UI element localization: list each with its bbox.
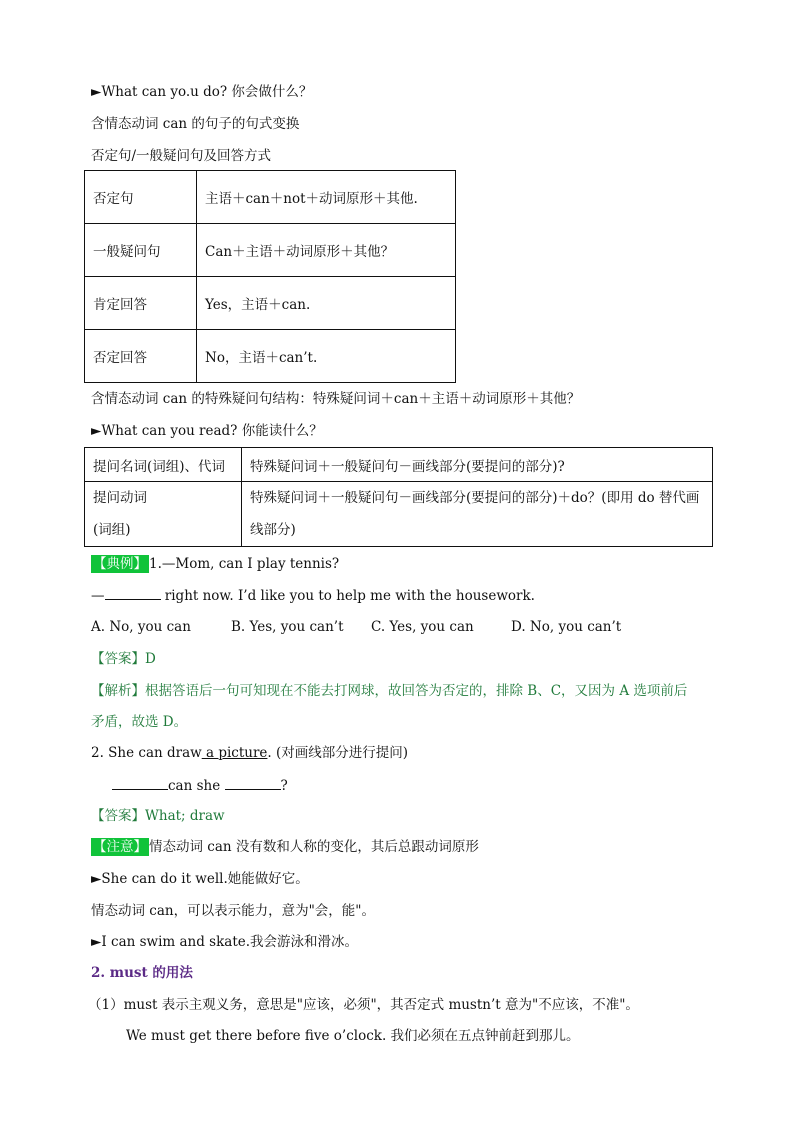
- must-example-1: We must get there before five o’clock. 我们必须在五点钟前赶到那儿。: [126, 1028, 580, 1044]
- table-cell-label: [85, 482, 242, 547]
- table-cell-value: 主语＋can＋not＋动词原形＋其他.: [197, 171, 456, 224]
- question-1-text: 1.—Mom, can I play tennis?: [149, 556, 340, 572]
- table-cell-value: Yes，主语＋can.: [197, 277, 456, 330]
- table-cell-value: No，主语＋can’t.: [197, 330, 456, 383]
- label-line-a: 提问动词: [93, 490, 147, 506]
- blank-2: [225, 775, 281, 790]
- table-cell-label: 一般疑问句: [85, 224, 197, 277]
- line-special-question: 含情态动词 can 的特殊疑问句结构：特殊疑问词＋can＋主语＋动词原形＋其他？: [91, 391, 581, 407]
- question-2-mid: can she: [168, 778, 221, 794]
- table-cell-label: 否定回答: [85, 330, 197, 383]
- note-example-1: ►She can do it well.她能做好它。: [91, 871, 309, 887]
- answer-1: 【答案】D: [91, 651, 156, 667]
- line-what-can-you-read: ►What can you read? 你能读什么？: [91, 423, 323, 439]
- question-2: [91, 743, 408, 763]
- answer-blank: [105, 585, 161, 600]
- blank-1: [112, 775, 168, 790]
- option-b: B. Yes, you can’t: [231, 619, 344, 635]
- table-row: [85, 482, 713, 547]
- table-row: [85, 171, 456, 224]
- table-cell-value: Can＋主语＋动词原形＋其他？: [197, 224, 456, 277]
- question-1-rest: right now. I’d like you to help me with the housework.: [160, 588, 535, 604]
- table-row: [85, 448, 713, 482]
- value-line-a: 特殊疑问词＋一般疑问句－画线部分(要提问的部分)＋do？(即用 do 替代画: [250, 490, 700, 506]
- question-2-pre: 2. She can draw: [91, 745, 202, 761]
- table-row: [85, 277, 456, 330]
- note-tag: 【注意】: [93, 839, 147, 855]
- options-line: [91, 617, 621, 637]
- must-heading: 2. must 的用法: [91, 965, 193, 981]
- line-negative-question: 否定句/一般疑问句及回答方式: [91, 148, 272, 164]
- example-answer-line: [91, 585, 535, 606]
- table-cell-value: 特殊疑问词＋一般疑问句－画线部分(要提问的部分)?: [242, 448, 713, 482]
- option-c: C. Yes, you can: [371, 619, 474, 635]
- table-row: [85, 330, 456, 383]
- table-cell-label: 否定句: [85, 171, 197, 224]
- note-line: [91, 837, 479, 857]
- analysis-text-1: 根据答语后一句可知现在不能去打网球，故回答为否定的，排除 B、C，又因为 A 选项前后: [145, 683, 688, 699]
- question-2-post: . (对画线部分进行提问): [267, 745, 409, 761]
- table-cell-label: 肯定回答: [85, 277, 197, 330]
- analysis-line-1: [91, 681, 687, 701]
- question-2-underlined: a picture: [201, 745, 268, 761]
- must-paragraph-1: （1）must 表示主观义务，意思是"应该，必须"，其否定式 mustn’t 意为"不应该，不准"。: [88, 997, 639, 1013]
- analysis-line-2: 矛盾，故选 D。: [91, 714, 188, 730]
- special-question-table: [84, 447, 713, 547]
- example-question-1: [91, 554, 339, 574]
- note-line-2: 情态动词 can，可以表示能力，意为"会，能"。: [91, 903, 376, 919]
- example-tag: 【典例】: [93, 556, 147, 572]
- option-d: D. No, you can’t: [511, 619, 622, 635]
- answer-2: 【答案】What; draw: [91, 808, 225, 824]
- note-example-2: ►I can swim and skate.我会游泳和滑冰。: [91, 934, 359, 950]
- table-row: [85, 224, 456, 277]
- analysis-tag: 【解析】: [91, 683, 145, 699]
- table-cell-value: [242, 482, 713, 547]
- line-what-can-you-do: ►What can yo.u do? 你会做什么？: [91, 84, 313, 100]
- question-2-blanks: [112, 775, 288, 796]
- line-sentence-transform: 含情态动词 can 的句子的句式变换: [91, 116, 300, 132]
- label-line-b: (词组): [93, 522, 131, 538]
- note-text: 情态动词 can 没有数和人称的变化，其后总跟动词原形: [149, 839, 479, 855]
- option-a: A. No, you can: [91, 619, 191, 635]
- dash: —: [91, 588, 105, 604]
- table-cell-label: 提问名词(词组)、代词: [85, 448, 242, 482]
- value-line-b: 线部分): [250, 522, 296, 538]
- can-patterns-table: [84, 170, 456, 383]
- question-2-end: ?: [280, 778, 288, 794]
